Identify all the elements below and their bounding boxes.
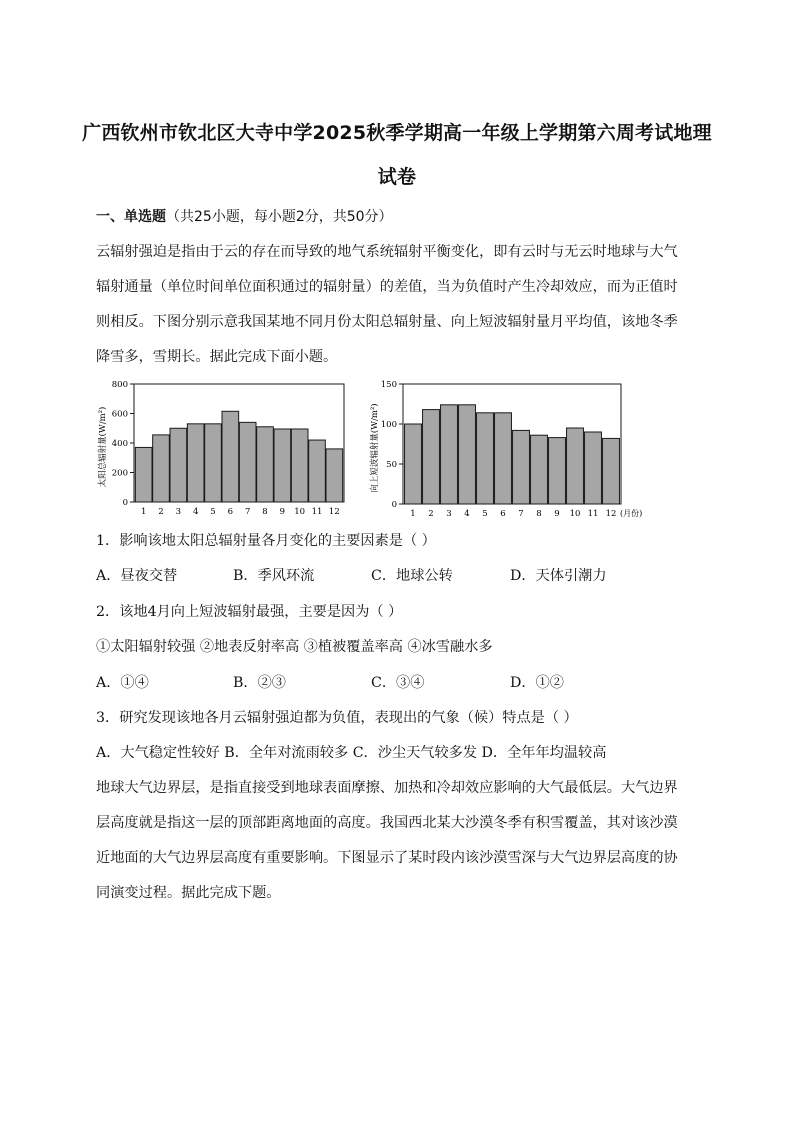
x-tick-label: 7: [518, 509, 524, 519]
upward-shortwave-chart: [366, 378, 666, 520]
bar-month-7: [239, 422, 256, 502]
x-tick-label: 12: [605, 509, 617, 519]
exam-title-line-2: 试卷: [377, 166, 417, 188]
bar-month-5: [205, 424, 222, 502]
x-tick-label: 9: [554, 509, 560, 519]
bar-month-6: [222, 411, 239, 502]
x-tick-label: 1: [140, 507, 147, 517]
passage1-line-3: 则相反。下图分别示意我国某地不同月份太阳总辐射量、向上短波辐射量月平均值，该地冬季: [96, 314, 678, 330]
passage1-line-2: 辐射通量（单位时间单位面积通过的辐射量）的差值，当为负值时产生冷却效应，而为正值时: [96, 279, 678, 295]
section-heading: [96, 206, 716, 226]
y-tick-label: 600: [111, 409, 128, 420]
q1-option-c[interactable]: C．地球公转: [371, 568, 453, 584]
x-tick-label: 8: [536, 509, 542, 519]
q2-option-d[interactable]: D．①②: [510, 675, 564, 691]
section-title: 一、单选题: [96, 209, 166, 225]
passage1-line-4: 降雪多，雪期长。据此完成下面小题。: [96, 349, 338, 365]
bar-month-12: [603, 438, 620, 504]
bar-month-10: [567, 428, 584, 504]
x-tick-label: 9: [279, 507, 286, 517]
bar-month-6: [495, 413, 512, 504]
x-tick-label: 8: [262, 507, 268, 517]
question-1-stem: 1．影响该地太阳总辐射量各月变化的主要因素是（ ）: [96, 533, 436, 549]
bar-month-1: [405, 424, 422, 504]
x-tick-label: 5: [482, 509, 488, 519]
q2-option-c[interactable]: C．③④: [371, 675, 425, 691]
x-tick-label: 3: [175, 507, 182, 517]
bar-month-10: [291, 429, 308, 502]
passage2-line-1: 地球大气边界层，是指直接受到地球表面摩擦、加热和冷却效应影响的大气最低层。大气边界: [96, 780, 678, 796]
x-axis-label: (月份): [620, 509, 643, 518]
y-axis-label: 向上短波辐射量(W/m²): [370, 403, 380, 493]
y-tick-label: 400: [111, 439, 128, 449]
q1-option-d[interactable]: D．天体引潮力: [510, 568, 607, 584]
exam-title-line-1: 广西钦州市钦北区大寺中学2025秋季学期高一年级上学期第六周考试地理: [82, 122, 712, 144]
bar-month-7: [513, 430, 530, 504]
x-tick-label: 5: [210, 507, 216, 517]
x-tick-label: 2: [158, 507, 164, 517]
passage1-line-1: 云辐射强迫是指由于云的存在而导致的地气系统辐射平衡变化，即有云时与无云时地球与大气: [96, 244, 678, 260]
q2-option-a[interactable]: A．①④: [96, 675, 149, 691]
y-tick-label: 200: [111, 468, 128, 479]
q2-option-b[interactable]: B．②③: [233, 675, 286, 691]
y-tick-label: 0: [122, 498, 128, 508]
x-tick-label: 10: [294, 507, 306, 517]
bar-month-8: [257, 427, 274, 502]
bar-month-11: [585, 432, 602, 504]
question-2-stem: 2．该地4月向上短波辐射最强，主要是因为（ ）: [96, 604, 403, 620]
solar-radiation-chart: [92, 376, 354, 518]
question-2-statements: ①太阳辐射较强 ②地表反射率高 ③植被覆盖率高 ④冰雪融水多: [96, 639, 493, 655]
x-tick-label: 12: [328, 507, 340, 517]
x-tick-label: 6: [500, 509, 506, 519]
bar-month-5: [477, 413, 494, 504]
bar-month-11: [309, 440, 326, 502]
section-note: （共25小题，每小题2分，共50分）: [166, 209, 393, 225]
x-tick-label: 6: [227, 507, 234, 517]
bar-month-2: [423, 410, 440, 504]
passage2-line-4: 同演变过程。据此完成下题。: [96, 885, 281, 901]
x-tick-label: 11: [587, 509, 599, 519]
bar-month-9: [549, 438, 566, 504]
x-tick-label: 10: [569, 509, 581, 519]
bar-month-2: [153, 435, 170, 502]
bar-month-3: [441, 405, 458, 504]
question-3-stem: 3．研究发现该地各月云辐射强迫都为负值，表现出的气象（候）特点是（ ）: [96, 710, 578, 726]
y-axis-label: 太阳总辐射量(W/m²): [98, 406, 108, 488]
bar-month-9: [274, 429, 291, 502]
x-tick-label: 1: [410, 509, 416, 519]
bar-month-12: [326, 449, 343, 502]
y-tick-label: 100: [380, 420, 397, 430]
x-tick-label: 7: [244, 507, 251, 517]
q1-option-a[interactable]: A．昼夜交替: [96, 568, 178, 584]
passage2-line-3: 近地面的大气边界层高度有重要影响。下图显示了某时段内该沙漠雪深与大气边界层高度的协: [96, 850, 678, 866]
x-tick-label: 2: [428, 509, 434, 519]
x-tick-label: 3: [446, 509, 452, 519]
q1-option-b[interactable]: B．季风环流: [233, 568, 315, 584]
bar-month-4: [459, 405, 476, 504]
bar-month-8: [531, 435, 548, 504]
bar-month-1: [135, 447, 152, 502]
passage2-line-2: 层高度就是指这一层的顶部距离地面的高度。我国西北某大沙漠冬季有积雪覆盖，其对该沙漠: [96, 815, 678, 831]
x-tick-label: 4: [464, 509, 470, 519]
y-tick-label: 50: [386, 460, 397, 470]
x-tick-label: 11: [311, 507, 323, 517]
x-tick-label: 4: [192, 507, 199, 517]
y-tick-label: 150: [380, 380, 397, 390]
bar-month-4: [187, 424, 204, 502]
y-tick-label: 800: [111, 380, 128, 390]
bar-month-3: [170, 428, 187, 502]
y-tick-label: 0: [391, 500, 397, 510]
question-3-options[interactable]: A．大气稳定性较好 B．全年对流雨较多 C．沙尘天气较多发 D．全年年均温较高: [96, 745, 607, 761]
